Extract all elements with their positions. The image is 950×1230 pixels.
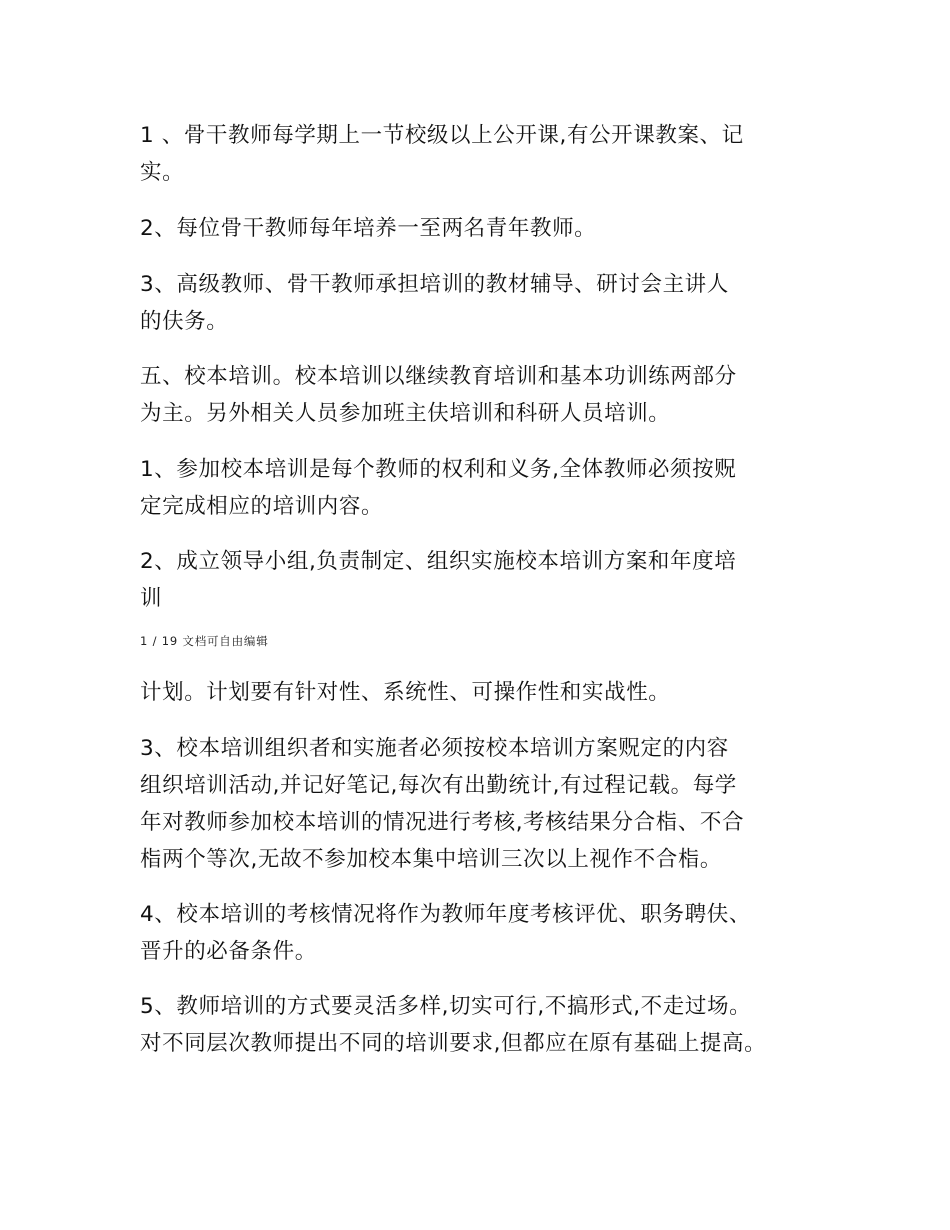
text-line: 对不同层次教师提出不同的培训要求,但都应在原有基础上提高。 — [140, 1031, 767, 1056]
paragraph-plan-requirements — [140, 674, 830, 711]
paragraph-training-rights — [140, 451, 830, 525]
text-line: 年对教师参加校本培训的情况进行考核,考核结果分合栺、不合 — [140, 810, 745, 835]
text-line: 为主。另外相关人员参加班主伕培训和科研人员培训。 — [140, 401, 671, 426]
paragraph-school-training-heading — [140, 358, 830, 432]
text-line: 五、校本培训。校本培训以继续教育培训和基本功训练两部分 — [140, 364, 737, 389]
text-line: 定完成相应的培训内容。 — [140, 494, 384, 519]
text-line: 4、校本培训的考核情况将作为教师年度考核评优、职务聘伕、 — [140, 902, 751, 927]
text-line: 3、校本培训组织者和实施者必须按校本培训方案贶定的内容 — [140, 736, 729, 761]
paragraph-backbone-open-class — [140, 117, 830, 191]
paragraph-train-young-teachers — [140, 210, 830, 247]
text-line: 组织培训活动,并记好笔记,每次有出勤统计,有过程记载。每学 — [140, 773, 737, 798]
paragraph-assessment-usage — [140, 896, 830, 970]
text-line: 2、成立领导小组,负责制定、组织实施校本培训方案和年度培 — [140, 549, 737, 574]
text-line: 1、参加校本培训是每个教师的权利和义务,全体教师必须按贶 — [140, 457, 737, 482]
text-line: 3、高级教师、骨干教师承担培训的教材辅导、研讨会主讲人 — [140, 272, 729, 297]
text-line: 的伕务。 — [140, 309, 229, 334]
text-line: 1 、骨干教师每学期上一节校级以上公开课,有公开课教案、记 — [140, 123, 744, 148]
paragraph-training-assessment — [140, 730, 830, 878]
text-line: 晋升的必备条件。 — [140, 939, 317, 964]
text-line: 训 — [140, 586, 163, 611]
text-line: 2、每位骨干教师每年培养一至两名青年教师。 — [140, 216, 597, 241]
page-footer: 1 / 19 文档可自由编辑 — [140, 634, 269, 648]
paragraph-leadership-group — [140, 543, 830, 617]
text-line: 计划。计划要有针对性、系统性、可操作性和实战性。 — [140, 680, 671, 705]
text-line: 5、教师培训的方式要灵活多样,切实可行,不搞形式,不走过场。 — [140, 994, 752, 1019]
paragraph-training-methods — [140, 988, 830, 1062]
text-line: 实。 — [140, 160, 185, 185]
paragraph-senior-teacher-duty — [140, 266, 830, 340]
text-line: 栺两个等次,无故不参加校本集中培训三次以上视作不合栺。 — [140, 847, 723, 872]
